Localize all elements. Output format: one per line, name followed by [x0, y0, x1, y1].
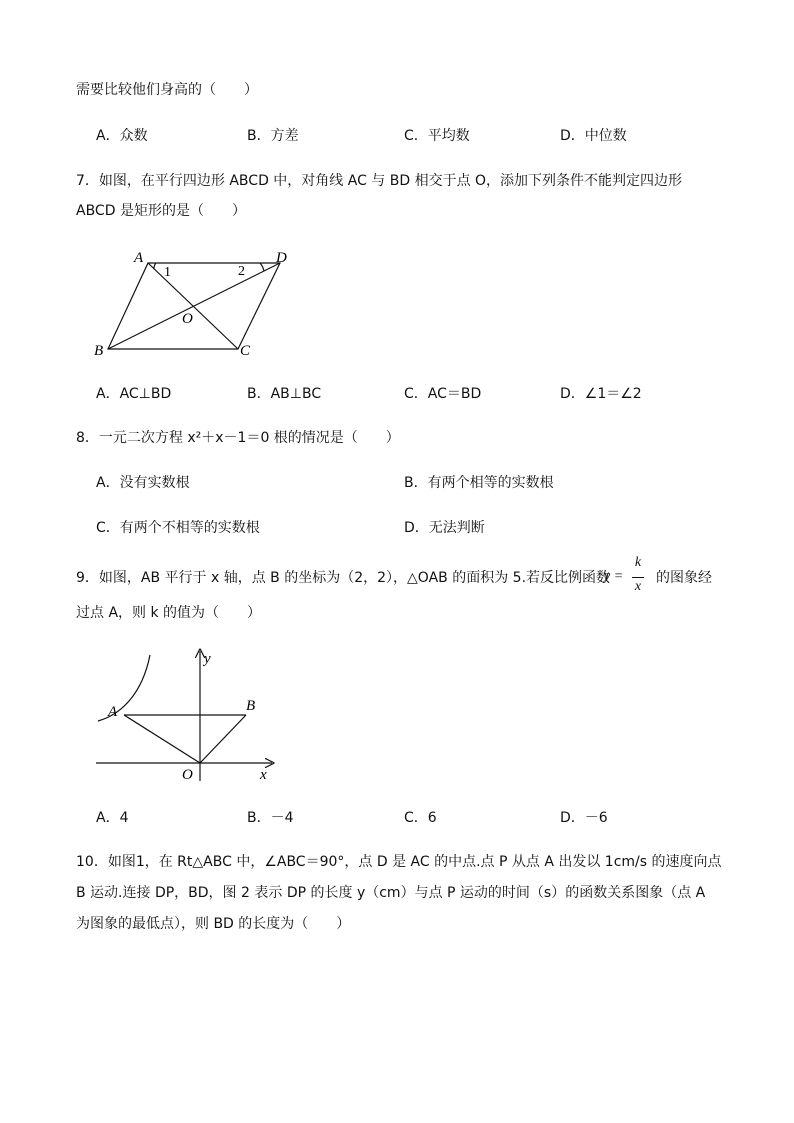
- q7-option-b: B．AB⊥BC: [247, 386, 322, 402]
- q8-option-c: C．有两个不相等的实数根: [96, 520, 260, 536]
- q6-stem: 需要比较他们身高的（ ）: [76, 82, 258, 98]
- q7-option-a: A．AC⊥BD: [96, 386, 172, 402]
- segment-ob: [200, 715, 246, 763]
- formula-numerator: k: [634, 555, 642, 570]
- angle-2-arc: [260, 263, 264, 271]
- label-a: A: [134, 250, 144, 266]
- label-b: B: [94, 343, 104, 359]
- diagonal-bd: [108, 263, 280, 349]
- label-angle-1: 1: [164, 265, 171, 280]
- label-o: O: [182, 767, 193, 783]
- q6-option-a: A．众数: [96, 128, 148, 144]
- q9-formula: [604, 555, 654, 599]
- q7-stem-line2: ABCD 是矩形的是（ ）: [76, 203, 246, 219]
- q6-option-d: D．中位数: [560, 128, 627, 144]
- q6-option-b: B．方差: [247, 128, 299, 144]
- q7-parallelogram-figure: [90, 245, 310, 365]
- segment-oa: [124, 715, 200, 763]
- formula-lhs: y =: [604, 569, 624, 584]
- q8-option-d: D．无法判断: [404, 520, 485, 536]
- q8-option-b: B．有两个相等的实数根: [404, 475, 554, 491]
- q6-option-c: C．平均数: [404, 128, 470, 144]
- label-angle-2: 2: [238, 264, 245, 279]
- q9-option-d: D．－6: [560, 810, 608, 826]
- q9-stem-line1-end: 的图象经: [656, 570, 712, 586]
- q7-option-c: C．AC＝BD: [404, 386, 482, 402]
- q10-stem-line3: 为图象的最低点），则 BD 的长度为（ ）: [76, 916, 351, 932]
- label-x: x: [260, 767, 267, 783]
- q9-stem-line1: 9．如图，AB 平行于 x 轴，点 B 的坐标为（2，2），△OAB 的面积为 5.若反比例函数: [76, 570, 611, 586]
- q8-stem: 8．一元二次方程 x²＋x－1＝0 根的情况是（ ）: [76, 430, 400, 446]
- q9-option-a: A．4: [96, 810, 129, 826]
- label-d: D: [276, 250, 287, 266]
- label-b: B: [246, 698, 256, 714]
- q9-option-c: C．6: [404, 810, 437, 826]
- label-o: O: [182, 311, 193, 327]
- label-c: C: [240, 343, 251, 359]
- q10-stem-line2: B 运动.连接 DP，BD，图 2 表示 DP 的长度 y（cm）与点 P 运动的时间（s）的函数关系图象（点 A: [76, 885, 706, 901]
- fraction-bar: [632, 577, 644, 578]
- q9-coordinate-figure: [90, 645, 290, 790]
- q9-option-b: B．－4: [247, 810, 294, 826]
- angle-1-arc: [154, 263, 156, 269]
- label-y: y: [204, 651, 211, 667]
- q8-option-a: A．没有实数根: [96, 475, 190, 491]
- label-a: A: [108, 704, 118, 720]
- q7-stem-line1: 7．如图，在平行四边形 ABCD 中，对角线 AC 与 BD 相交于点 O，添加下列条件不能判定四边形: [76, 173, 683, 189]
- q9-stem-line2: 过点 A，则 k 的值为（ ）: [76, 605, 262, 621]
- q10-stem-line1: 10．如图1，在 Rt△ABC 中，∠ABC＝90°，点 D 是 AC 的中点.点 P 从点 A 出发以 1cm/s 的速度向点: [76, 854, 722, 870]
- formula-denominator: x: [634, 579, 642, 594]
- q7-option-d: D．∠1＝∠2: [560, 386, 642, 402]
- hyperbola-curve: [98, 655, 150, 721]
